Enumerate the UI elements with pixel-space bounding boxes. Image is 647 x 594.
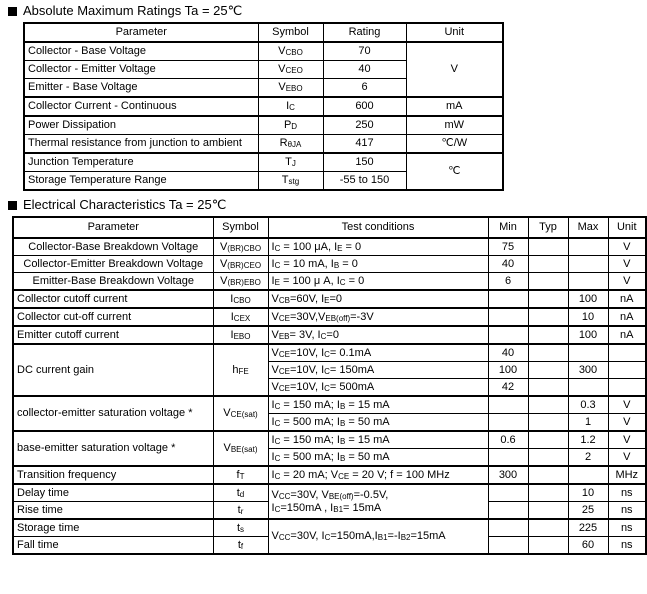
table-cell: ICBO (213, 290, 268, 308)
table-cell (528, 537, 568, 555)
table-row (13, 344, 646, 362)
table-cell: Power Dissipation (24, 116, 258, 135)
table-cell: collector-emitter saturation voltage * (13, 396, 213, 431)
table-cell (528, 344, 568, 362)
table-cell: Collector-Base Breakdown Voltage (13, 238, 213, 256)
table-cell: 100 (568, 326, 608, 344)
table-cell: VCC=30V, IC=150mA,IB1=-IB2=15mA (268, 519, 488, 554)
table-cell: IC = 500 mA; IB = 50 mA (268, 449, 488, 467)
table-cell: 10 (568, 484, 608, 502)
table-row (13, 326, 646, 344)
table-cell: VCC=30V, VBE(off)=-0.5V, IC=150mA , IB1= 15mA (268, 484, 488, 519)
table-cell: IE = 100 μ A, IC = 0 (268, 273, 488, 291)
table-cell: Fall time (13, 537, 213, 555)
table-row (13, 484, 646, 502)
table-cell: IC = 20 mA; VCE = 20 V; f = 100 MHz (268, 466, 488, 484)
table-cell: VCBO (258, 42, 323, 61)
table-cell: 417 (323, 135, 406, 154)
table-cell: 600 (323, 97, 406, 116)
table-cell: V (608, 238, 646, 256)
table-cell: ns (608, 537, 646, 555)
table-cell (528, 449, 568, 467)
table-cell: V (608, 431, 646, 449)
table-cell: 1.2 (568, 431, 608, 449)
table-cell: Collector Current - Continuous (24, 97, 258, 116)
table-cell: 60 (568, 537, 608, 555)
table-cell: ns (608, 519, 646, 537)
table-cell: 100 (568, 290, 608, 308)
table-cell (528, 379, 568, 397)
table-cell: 1 (568, 414, 608, 432)
column-header: Unit (406, 23, 503, 42)
column-header: Test conditions (268, 217, 488, 238)
table-row (13, 308, 646, 326)
table-cell: mA (406, 97, 503, 116)
table-cell (568, 238, 608, 256)
table-cell: ICEX (213, 308, 268, 326)
table-cell: IC = 150 mA; IB = 15 mA (268, 396, 488, 414)
table-cell (568, 273, 608, 291)
table-cell (488, 290, 528, 308)
table-cell (568, 466, 608, 484)
table-cell: Collector cut-off current (13, 308, 213, 326)
table-cell (528, 484, 568, 502)
table-cell: Collector - Emitter Voltage (24, 61, 258, 79)
table-cell (528, 466, 568, 484)
table-cell: Storage time (13, 519, 213, 537)
table-cell: tf (213, 537, 268, 555)
table-cell: 0.6 (488, 431, 528, 449)
table-cell (568, 344, 608, 362)
table-row (24, 42, 503, 61)
column-header: Rating (323, 23, 406, 42)
header-row (13, 217, 646, 238)
table-cell: Transition frequency (13, 466, 213, 484)
table-cell: 100 (488, 362, 528, 379)
table-cell (488, 519, 528, 537)
table-row (24, 135, 503, 154)
table-cell: 2 (568, 449, 608, 467)
table-cell: 300 (568, 362, 608, 379)
table-cell (568, 379, 608, 397)
table-cell: MHz (608, 466, 646, 484)
table-cell: IC = 500 mA; IB = 50 mA (268, 414, 488, 432)
table-cell: td (213, 484, 268, 502)
table-cell: V(BR)CBO (213, 238, 268, 256)
table-cell: Rise time (13, 502, 213, 520)
table-cell: Delay time (13, 484, 213, 502)
table-cell: 75 (488, 238, 528, 256)
table-cell: Thermal resistance from junction to ambient (24, 135, 258, 154)
table-cell: RθJA (258, 135, 323, 154)
table-cell: nA (608, 290, 646, 308)
column-header: Symbol (258, 23, 323, 42)
column-header: Typ (528, 217, 568, 238)
table-cell: V(BR)CEO (213, 256, 268, 273)
table-cell (488, 326, 528, 344)
table-cell: VCE=10V, IC= 500mA (268, 379, 488, 397)
table-cell: ns (608, 502, 646, 520)
table-cell: VCE=30V,VEB(off)=-3V (268, 308, 488, 326)
table-cell (528, 273, 568, 291)
square-bullet-icon (8, 201, 17, 210)
table-cell: V (406, 42, 503, 97)
table-cell: 40 (488, 344, 528, 362)
table-cell: V (608, 449, 646, 467)
table-cell: 40 (323, 61, 406, 79)
table-cell: Collector - Base Voltage (24, 42, 258, 61)
table-cell (528, 519, 568, 537)
table-cell (528, 431, 568, 449)
table-cell: 10 (568, 308, 608, 326)
table-cell: 40 (488, 256, 528, 273)
section-header-absolute-maximum-ratings (8, 4, 647, 18)
table-row (13, 238, 646, 256)
table-cell: mW (406, 116, 503, 135)
table-cell: Emitter - Base Voltage (24, 79, 258, 98)
table-cell: Storage Temperature Range (24, 172, 258, 191)
table-cell: VBE(sat) (213, 431, 268, 466)
table-cell (528, 238, 568, 256)
table-cell: Collector-Emitter Breakdown Voltage (13, 256, 213, 273)
table-cell: nA (608, 326, 646, 344)
table-cell: ns (608, 484, 646, 502)
table-cell: VCEO (258, 61, 323, 79)
table-row (13, 466, 646, 484)
column-header: Unit (608, 217, 646, 238)
table-cell (528, 256, 568, 273)
table-cell (528, 396, 568, 414)
table-cell: Junction Temperature (24, 153, 258, 172)
column-header: Min (488, 217, 528, 238)
absolute-maximum-ratings-table (23, 22, 504, 191)
table-cell: VCE=10V, IC= 0.1mA (268, 344, 488, 362)
table-cell: Emitter cutoff current (13, 326, 213, 344)
column-header: Symbol (213, 217, 268, 238)
table-cell: PD (258, 116, 323, 135)
table-cell (528, 290, 568, 308)
table-cell (608, 362, 646, 379)
table-cell: Emitter-Base Breakdown Voltage (13, 273, 213, 291)
section-header-electrical-characteristics (8, 198, 647, 212)
table-cell: IC = 150 mA; IB = 15 mA (268, 431, 488, 449)
table-cell: IEBO (213, 326, 268, 344)
table-cell: IC (258, 97, 323, 116)
table-cell: VCE=10V, IC= 150mA (268, 362, 488, 379)
table-cell: V (608, 396, 646, 414)
table-cell (528, 414, 568, 432)
table-row (13, 256, 646, 273)
table-cell: 150 (323, 153, 406, 172)
table-cell: Collector cutoff current (13, 290, 213, 308)
table-cell (568, 256, 608, 273)
table-cell (528, 308, 568, 326)
table-cell: ℃/W (406, 135, 503, 154)
table-row (24, 116, 503, 135)
table-cell: VEB= 3V, IC=0 (268, 326, 488, 344)
table-cell: IC = 10 mA, IB = 0 (268, 256, 488, 273)
table-cell: fT (213, 466, 268, 484)
table-row (13, 396, 646, 414)
table-cell (488, 502, 528, 520)
table-cell: nA (608, 308, 646, 326)
table-cell: 42 (488, 379, 528, 397)
table-cell: ts (213, 519, 268, 537)
table-row (13, 273, 646, 291)
column-header: Max (568, 217, 608, 238)
table-cell: V(BR)EBO (213, 273, 268, 291)
table-cell (608, 379, 646, 397)
table-cell (488, 537, 528, 555)
table-cell: VCB=60V, IE=0 (268, 290, 488, 308)
square-bullet-icon (8, 7, 17, 16)
electrical-characteristics-table (12, 216, 647, 555)
table-cell: V (608, 273, 646, 291)
column-header: Parameter (24, 23, 258, 42)
table-cell: V (608, 256, 646, 273)
table-cell (488, 414, 528, 432)
table-cell: DC current gain (13, 344, 213, 396)
section-title: Absolute Maximum Ratings Ta = 25℃ (23, 3, 243, 18)
table-cell: hFE (213, 344, 268, 396)
table-row (13, 431, 646, 449)
table-row (24, 153, 503, 172)
table-row (13, 290, 646, 308)
table-cell: VCE(sat) (213, 396, 268, 431)
table-cell: tr (213, 502, 268, 520)
table-cell: V (608, 414, 646, 432)
table-cell: 225 (568, 519, 608, 537)
table-cell (528, 362, 568, 379)
table-cell: TJ (258, 153, 323, 172)
section-title: Electrical Characteristics Ta = 25℃ (23, 197, 227, 212)
table-cell (528, 326, 568, 344)
table-cell: 0.3 (568, 396, 608, 414)
table-cell (488, 484, 528, 502)
table-cell: Tstg (258, 172, 323, 191)
table-cell: IC = 100 μA, IE = 0 (268, 238, 488, 256)
table-cell: ℃ (406, 153, 503, 190)
table-cell: -55 to 150 (323, 172, 406, 191)
header-row (24, 23, 503, 42)
table-cell: 6 (323, 79, 406, 98)
table-row (13, 519, 646, 537)
table-cell (488, 308, 528, 326)
table-cell: 250 (323, 116, 406, 135)
table-cell: base-emitter saturation voltage * (13, 431, 213, 466)
table-row (24, 97, 503, 116)
table-cell: 6 (488, 273, 528, 291)
table-cell (488, 449, 528, 467)
table-cell: 300 (488, 466, 528, 484)
table-cell: 70 (323, 42, 406, 61)
table-cell (528, 502, 568, 520)
table-cell (488, 396, 528, 414)
table-cell (608, 344, 646, 362)
table-cell: 25 (568, 502, 608, 520)
table-cell: VEBO (258, 79, 323, 98)
column-header: Parameter (13, 217, 213, 238)
